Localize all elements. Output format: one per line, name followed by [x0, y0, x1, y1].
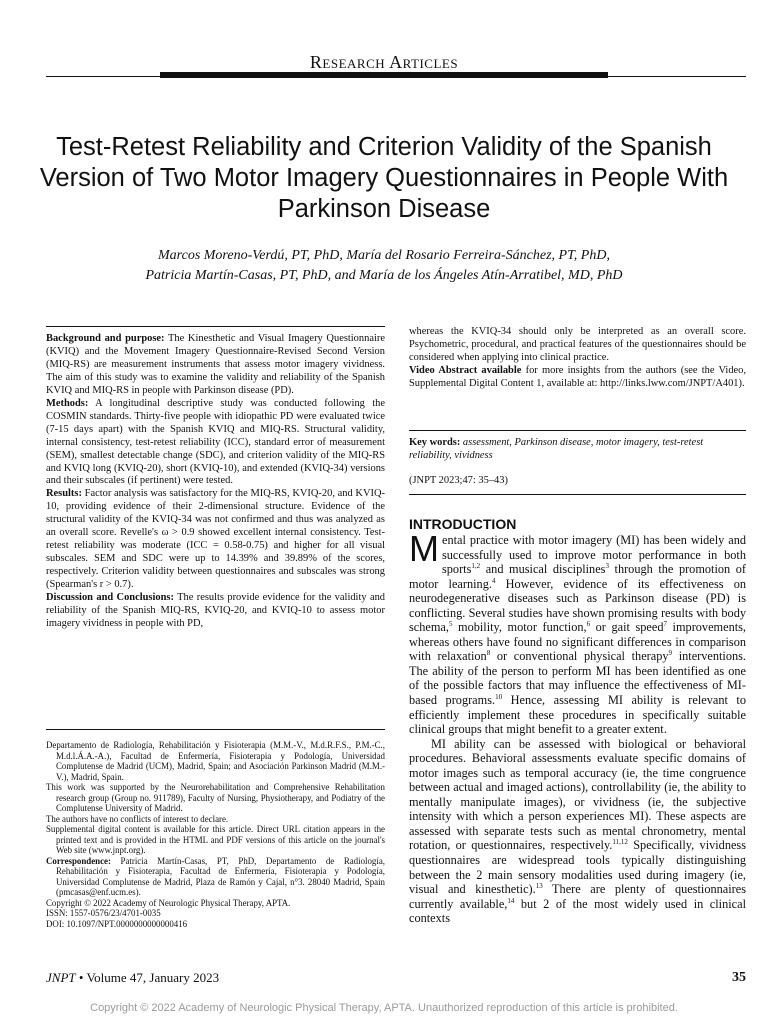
citation-ref: 9 [668, 649, 673, 658]
section-header: Research Articles [309, 52, 459, 72]
citation-ref: 11,12 [612, 838, 628, 847]
abstract-discussion-label: Discussion and Conclusions: [46, 592, 174, 604]
keywords [409, 436, 746, 462]
citation-ref: 7 [663, 620, 667, 629]
article-title: Test-Retest Reliability and Criterion Validity of the Spanish Version of Two Motor Imagery Questionnaires in People With Parkinson Disease [39, 133, 729, 223]
video-abstract-text[interactable]: for more insights from the authors (see the Video, Supplemental Digital Content 1, available at: http://links.lww.com/JNPT/A401). [409, 364, 747, 389]
abstract-background [46, 333, 385, 398]
abstract-background-text: The Kinesthetic and Visual Imagery Questionnaire (KVIQ) and the Movement Imagery Questionnaire-Revised Second Version (MIQ-RS) are measurement instruments that assess motor imagery vividness. The aim of this study was to examine the validity and reliability of the Spanish KVIQ and MIQ-RS in people with Parkinson disease (PD). [46, 333, 385, 396]
intro-text: However, evidence of its effectiveness on neurodegenerative diseases such as Parkinson disease (PD) is conflicting. Several studies have shown promising results with body schema, [409, 576, 747, 635]
intro-text: or gait speed [590, 620, 664, 635]
abstract-background-label: Background and purpose: [46, 333, 165, 344]
header-rule-accent [160, 72, 608, 78]
correspondence-label: Correspondence: [46, 855, 111, 866]
journal-abbrev: JNPT [46, 970, 76, 985]
supplemental-note: Supplemental digital content is available for this article. Direct URL citation appears in the printed text and is provided in the HTML and PDF versions of this article on the journal's Web site (www.jnpt.org). [46, 824, 385, 855]
abstract-results-label: Results: [46, 488, 82, 500]
keywords-rule-top [409, 430, 746, 431]
abstract-discussion [46, 592, 385, 631]
correspondence-text: Patricia Martín-Casas, PT, PhD, Departamento de Radiología, Rehabilitación y Fisioterapia, Facultad de Enfermería, Fisioterapia y Podología, Universidad Complutense de Madrid, Plaza de Ramón y Cajal, n°3. 28040 Madrid, Spain (pmcasas@enf.ucm.es). [56, 855, 385, 897]
intro-text: and musical disciplines [480, 562, 606, 577]
intro-body [409, 528, 747, 926]
running-footer [46, 970, 219, 986]
citation-ref: 4 [491, 576, 496, 585]
video-abstract [409, 365, 746, 391]
author-line-2: Patricia Martín-Casas, PT, PhD, and María de los Ángeles Atín-Arratibel, MD, PhD [145, 268, 623, 283]
abstract-discussion-text: The results provide evidence for the validity and reliability of the Spanish MIQ-RS, KVIQ-20, and KVIQ-10 to assess motor imagery vividness in people with PD, [46, 592, 386, 629]
author-list [30, 246, 738, 286]
author-line-1: Marcos Moreno-Verdú, PT, PhD, María del Rosario Ferreira-Sánchez, PT, PhD, [158, 248, 610, 263]
copyright-watermark: Copyright © 2022 Academy of Neurologic Physical Therapy, APTA. Unauthorized reproduction of this article is prohibited. [90, 1002, 678, 1014]
affiliations-block [46, 740, 385, 929]
abstract-methods-label: Methods: [46, 397, 89, 409]
keywords-text: assessment, Parkinson disease, motor imagery, test-retest reliability, vividness [409, 437, 704, 461]
intro-text: Hence, assessing MI ability is relevant to efficiently implement these procedures in specifically suitable clinical groups that might benefit to a greater extent. [409, 693, 746, 737]
doi: DOI: 10.1097/NPT.0000000000000416 [46, 918, 188, 929]
abstract-rule-top [46, 326, 385, 327]
intro-text: through the promotion of motor learning. [409, 562, 746, 591]
abstract-continued: whereas the KVIQ-34 should only be interpreted as an overall score. Psychometric, procedural, and practical features of the questionnaires should be considered when applying into clinical practice. [409, 326, 746, 363]
intro-heading: INTRODUCTION [409, 516, 517, 532]
correspondence [46, 856, 385, 898]
abstract-results-text: Factor analysis was satisfactory for the MIQ-RS, KVIQ-20, and KVIQ-10, providing evidence of their 2-dimensional structure. Evidence of the structural validity of the KVIQ-34 was not confirmed and thus was analyzed as an overall score. Revelle's ω > 0.9 showed excellent internal consistency. Test-retest reliability was moderate (ICC = 0.58-0.75) and higher for all visual subscales. SEM and SDC were up to 14.39% and 39.89% of the scores, respectively. Criterion validity between questionnaires and subscales was strong (Spearman's r > 0.7). [46, 488, 385, 591]
abstract-methods-text: A longitudinal descriptive study was conducted following the COSMIN standards. Thirty-five people with idiopathic PD were evaluated twice (7-15 days apart) with the Spanish KVIQ and MIQ-RS. Structural validity, internal consistency, test-retest reliability (ICC), standard error of measurement (SEM), smallest detectable change (SDC), and criterion validity of the MIQ-RS and KVIQ long (KVIQ-20), short (KVIQ-10), and extended (KVIQ-34) versions and their subscales (if pertinent) were tested. [46, 397, 385, 487]
page-number: 35 [732, 970, 746, 985]
intro-text: or conventional physical therapy [490, 649, 669, 664]
abstract-methods [46, 398, 385, 489]
citation-ref: 13 [535, 882, 543, 891]
intro-text: mobility, motor function, [452, 620, 587, 635]
intro-paragraph-2 [409, 737, 746, 926]
funding-note: This work was supported by the Neurorehabilitation and Comprehensive Rehabilitation research group (Group no. 911789), Faculty of Nursing, Physiotherapy, and Podiatry of the Complutense University of Madrid. [46, 782, 385, 813]
video-abstract-label: Video Abstract available [409, 364, 522, 376]
keywords-label: Key words: [409, 437, 461, 448]
citation-ref: 1,2 [471, 562, 481, 570]
abstract-rule-bottom [46, 729, 385, 730]
intro-text: but 2 of the most widely used in clinical contexts [409, 896, 746, 926]
citation: (JNPT 2023;47: 35–43) [409, 475, 508, 486]
citation-ref: 3 [605, 562, 609, 570]
intro-text: interventions. The ability of the person to perform MI has been identified as one of the possible factors that may influence the effectiveness of MI-based programs. [409, 649, 746, 708]
citation-ref: 6 [586, 620, 591, 629]
citation-ref: 10 [495, 692, 503, 701]
volume-info: • Volume 47, January 2023 [75, 970, 220, 985]
copyright-line: Copyright © 2022 Academy of Neurologic Physical Therapy, APTA. [46, 897, 291, 908]
abstract-continued-block [409, 326, 746, 391]
intro-paragraph-1 [409, 528, 747, 737]
intro-text: improvements, whereas others have found no significant differences in comparison with relaxation [409, 620, 746, 664]
keywords-rule-bottom [409, 494, 746, 495]
abstract [46, 333, 385, 631]
intro-text: ental practice with motor imagery (MI) has been widely and successfully used to improve motor performance in both sports [442, 533, 746, 577]
issn: ISSN: 1557-0576/23/4701-0035 [46, 908, 161, 918]
citation-ref: 14 [507, 896, 515, 905]
citation-ref: 8 [486, 649, 491, 658]
intro-text: MI ability can be assessed with biological or behavioral procedures. Behavioral assessments evaluate specific domains of motor images such as temporal accuracy (ie, the time congruence between actual and imaged actions), controllability (ie, the ability to mentally manipulate images), or vividness (ie, the subjective intensity with which a person experiences MI). These aspects are assessed with separate tests such as mental chronometry, mental rotation, or questionnaires, respectively. [409, 736, 746, 853]
intro-text: Specifically, vividness questionnaires are widespread tools typically distinguishing between the 2 main sensory modalities used during imagery (ie, visual and kinesthetic). [409, 838, 747, 897]
drop-cap: M [409, 528, 439, 569]
intro-text: There are plenty of questionnaires currently available, [409, 882, 746, 911]
affiliation-1: Departamento de Radiología, Rehabilitación y Fisioterapia (M.M.-V., M.d.R.F.S., P.M.-C., M.d.l.Á.A.-A.), Facultad de Enfermería, Fisioterapia y Podología, Universidad Complutense de Madrid (UCM), Madrid, Spain; and Asociación Parkinson Madrid (M.M.-V.), Madrid, Spain. [46, 740, 385, 782]
abstract-results [46, 488, 385, 592]
citation-ref: 5 [448, 620, 453, 629]
conflict-note: The authors have no conflicts of interest to declare. [46, 813, 229, 824]
